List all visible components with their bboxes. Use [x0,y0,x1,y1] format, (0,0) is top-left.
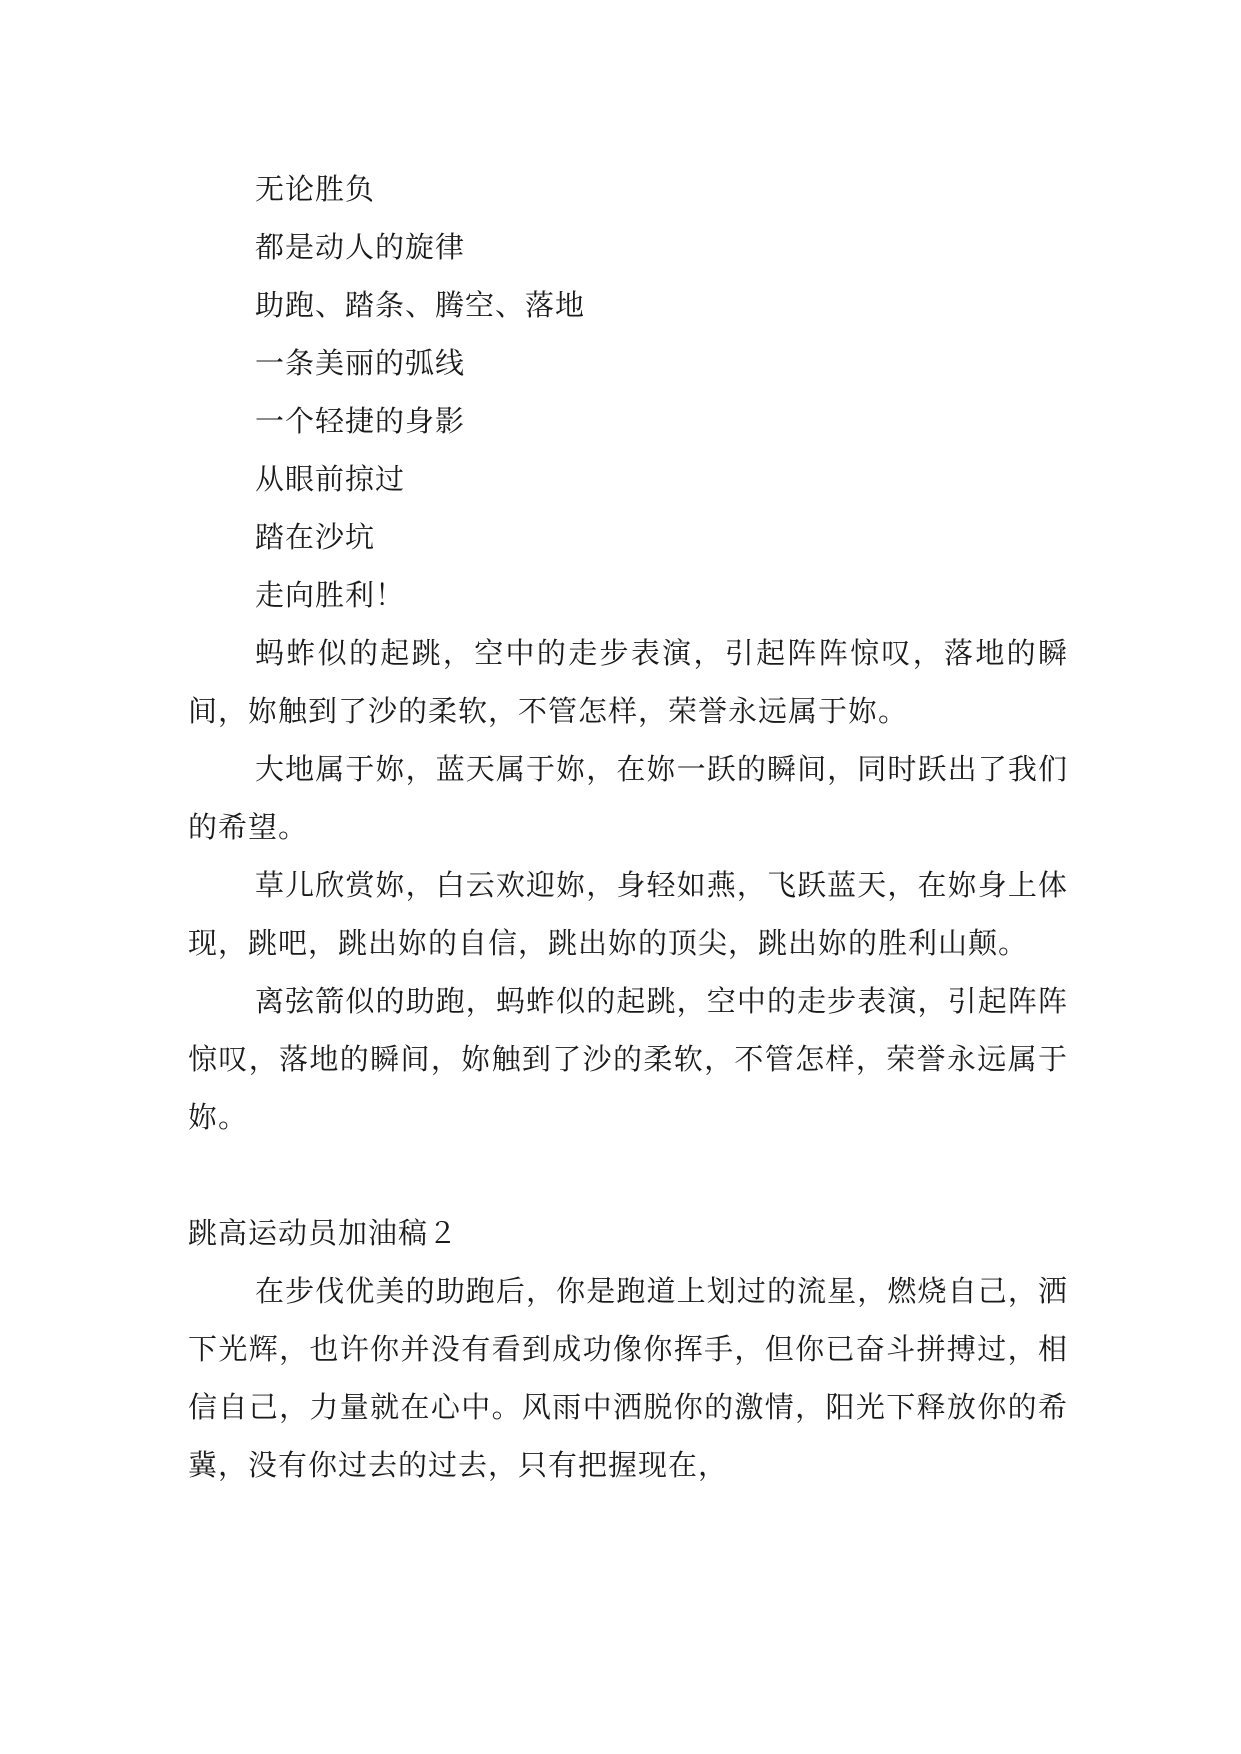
verse-line: 踏在沙坑 [255,520,376,554]
verse-line: 一个轻捷的身影 [255,404,466,438]
verse-line: 一条美丽的弧线 [255,346,466,380]
body-paragraph: 大地属于妳，蓝天属于妳，在妳一跃的瞬间，同时跃出了我们的希望。 [188,752,1068,844]
body-paragraph: 离弦箭似的助跑，蚂蚱似的起跳，空中的走步表演，引起阵阵惊叹，落地的瞬间，妳触到了沙的柔软，不管怎样，荣誉永远属于妳。 [188,984,1068,1134]
verse-line: 从眼前掠过 [255,462,406,496]
body-paragraph: 在步伐优美的助跑后，你是跑道上划过的流星，燃烧自己，洒下光辉，也许你并没有看到成功像你挥手，但你已奋斗拼搏过，相信自己，力量就在心中。风雨中洒脱你的激情，阳光下释放你的希冀，没有你过去的过去，只有把握现在， [188,1274,1068,1482]
verse-line: 无论胜负 [255,172,376,206]
document-page [188,160,1068,1494]
verse-line: 都是动人的旋律 [255,230,466,264]
verse-line: 助跑、踏条、腾空、落地 [255,288,586,322]
section-heading: 跳高运动员加油稿２ [188,1216,459,1250]
body-paragraph: 草儿欣赏妳，白云欢迎妳，身轻如燕，飞跃蓝天，在妳身上体现，跳吧，跳出妳的自信，跳出妳的顶尖，跳出妳的胜利山颠。 [188,868,1068,960]
body-paragraph: 蚂蚱似的起跳，空中的走步表演，引起阵阵惊叹，落地的瞬间，妳触到了沙的柔软，不管怎样，荣誉永远属于妳。 [188,636,1068,728]
verse-line: 走向胜利！ [255,578,406,612]
